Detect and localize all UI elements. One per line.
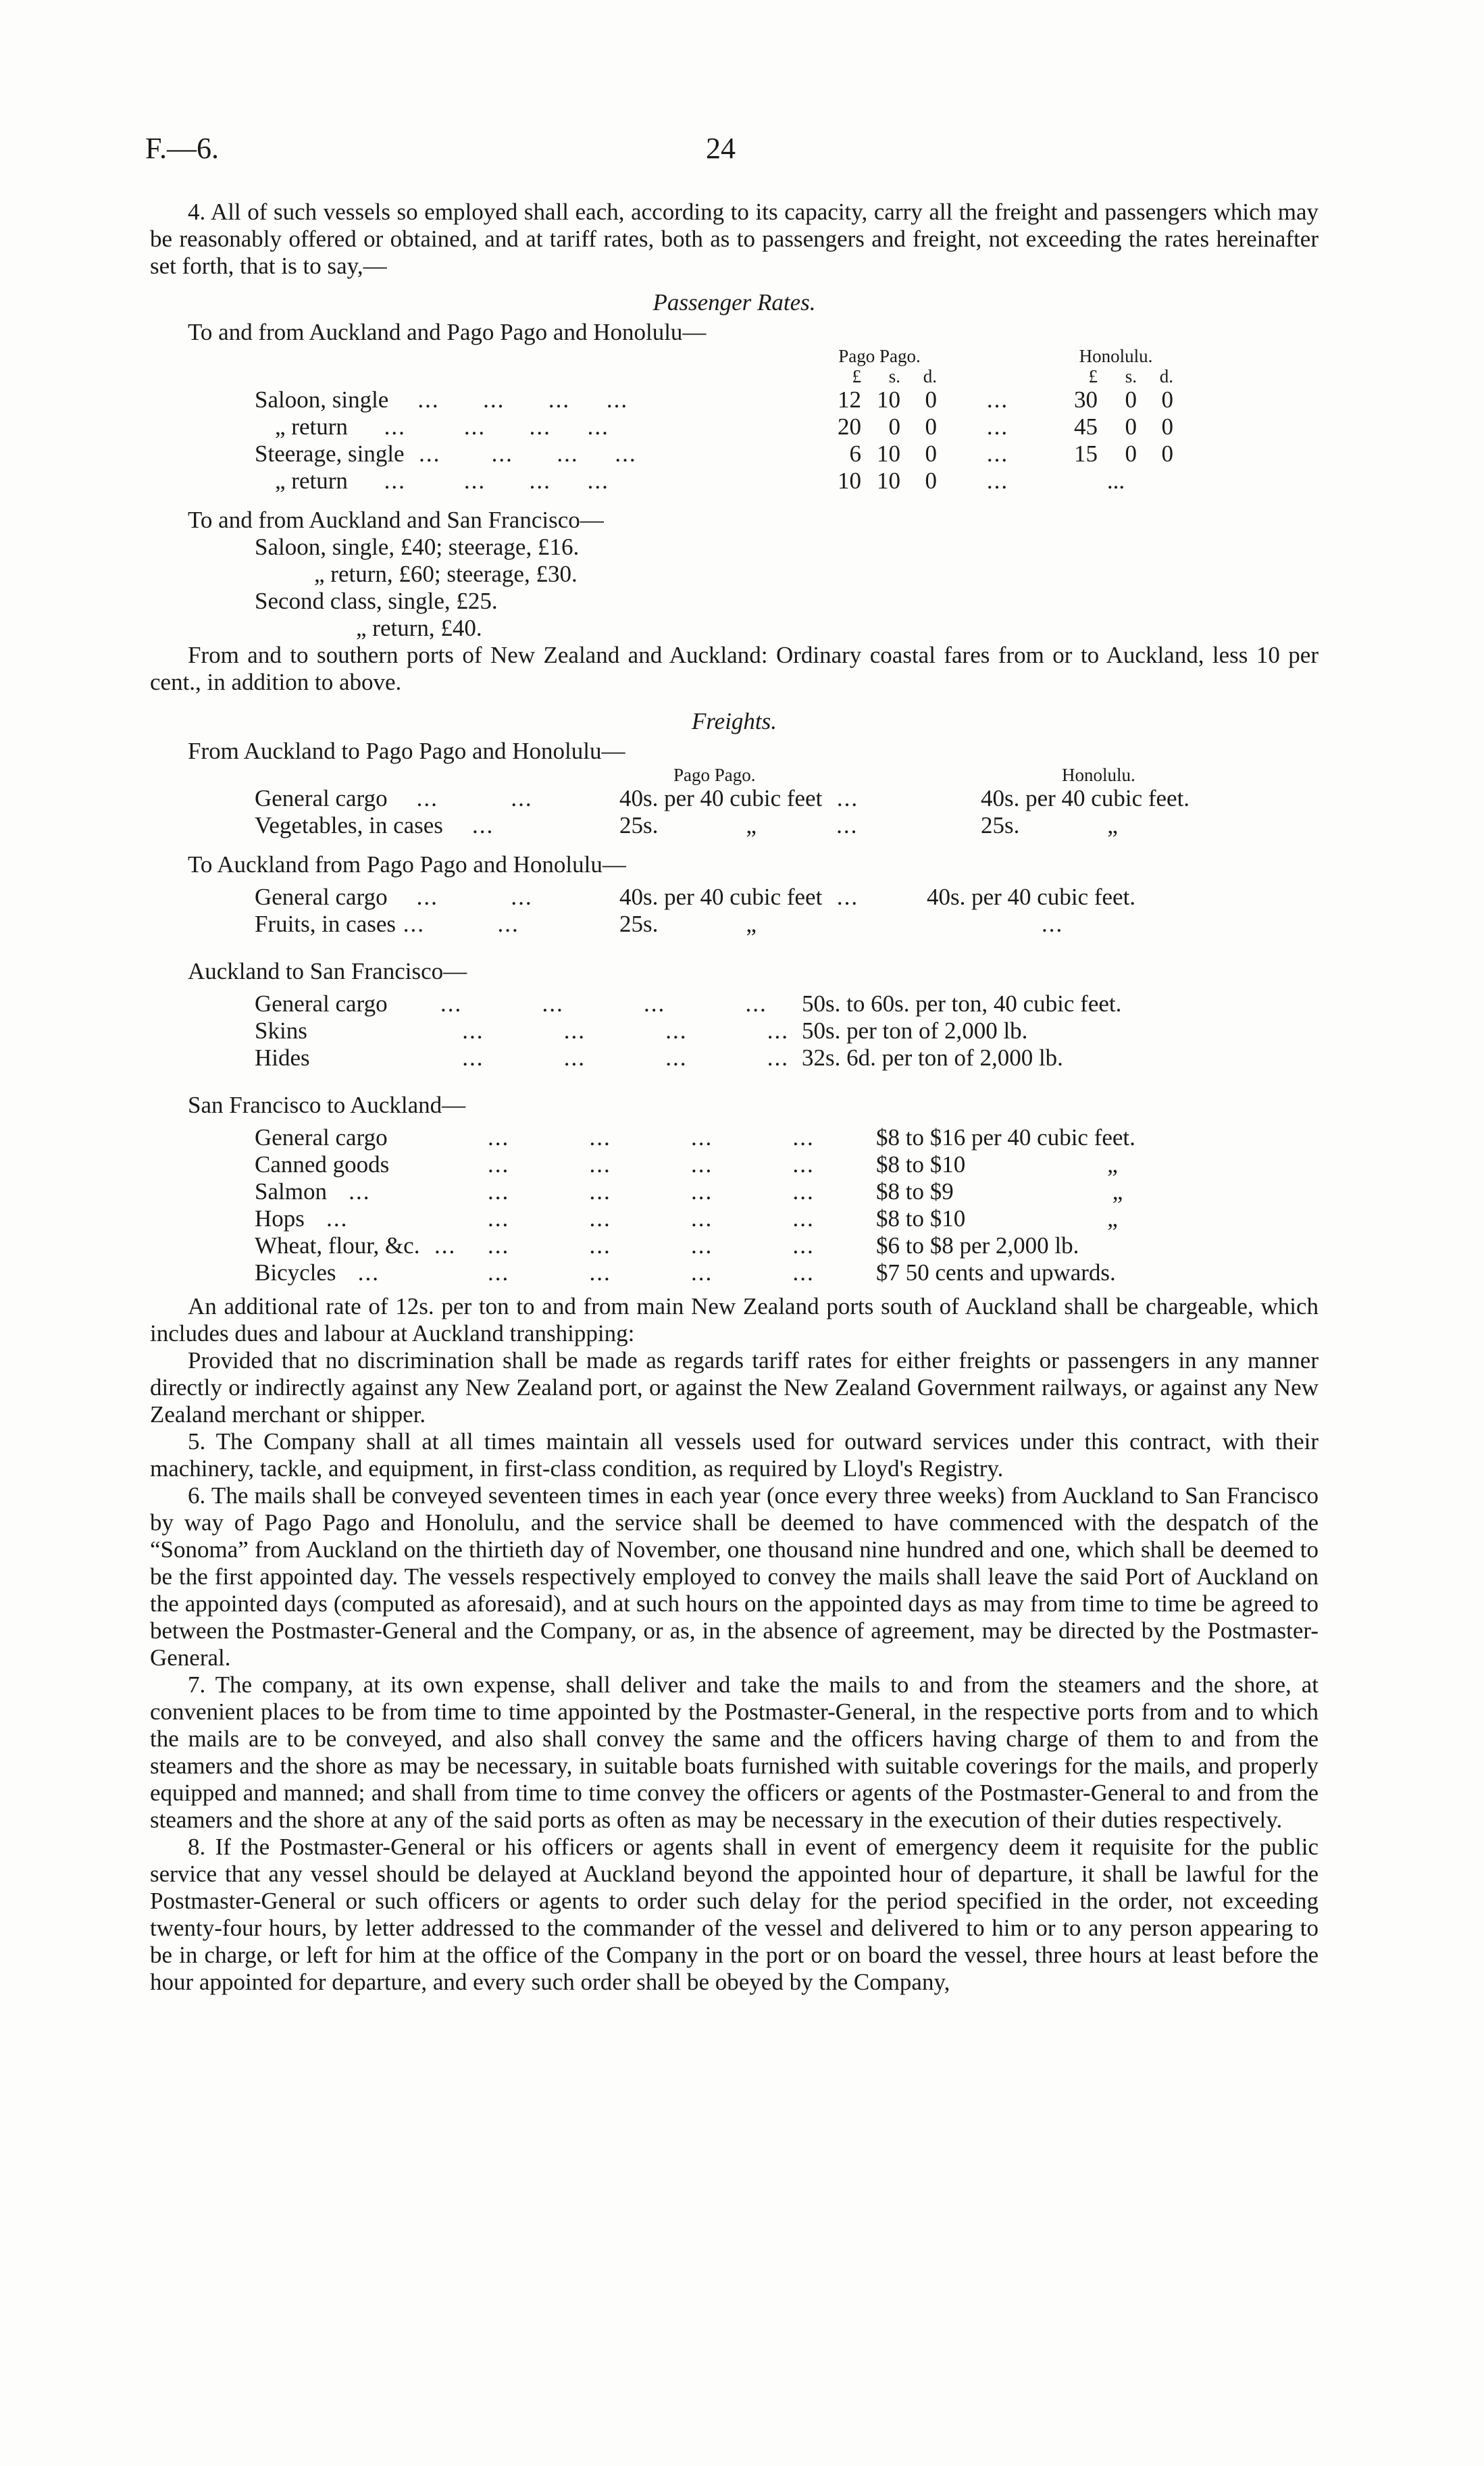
clause-5: 5. The Company shall at all times maintain all vessels used for outward services under this contract, with their machinery, tackle, and equipment, in first-class condition, as required by Lloyd's Registry. [150,1428,1319,1482]
table-row: Hides ... ... ... ... 32s. 6d. per ton of 2,000 lb. [255,1045,1121,1072]
row-label: General cargo [255,785,388,811]
row-label: General cargo [255,990,388,1017]
sf-fare-line: Saloon, single, £40; steerage, £16. [255,534,580,560]
passenger-rates-title: Passenger Rates. [653,289,816,316]
row-label: Skins [255,1017,307,1044]
row-label: Salmon [255,1178,327,1205]
table-row: Steerage, single ... ... ... ... 6 10 0 ... 15 0 0 [255,441,1173,467]
freight-rate: 32s. 6d. per ton of 2,000 lb. [802,1045,1063,1071]
sf-fare-line: „ return, £40. [356,615,482,641]
pago-pounds: 12 [838,386,861,413]
freight-section-heading: From Auckland to Pago Pago and Honolulu— [188,738,625,764]
hono-shillings: 0 [1125,386,1137,413]
page-number: 24 [706,132,736,165]
freights-title: Freights. [691,708,777,734]
table-row: „ return ... ... ... ... 10 10 0 ... ... [255,468,1173,495]
ditto-mark: „ [746,812,757,838]
table-row: Bicycles ... ... ... ... ... $7 50 cents and upwards. [255,1259,1135,1286]
row-label: Canned goods [255,1151,390,1178]
table-row: „ return ... ... ... ... 20 0 0 ... 45 0 0 [255,413,1173,441]
col-honolulu: Honolulu. [1079,346,1153,366]
freight-section-heading: To Auckland from Pago Pago and Honolulu— [188,851,626,878]
table-row: Salmon ... ... ... ... ... $8 to $9 „ [255,1178,1123,1205]
row-label: Bicycles [255,1259,336,1286]
pago-pounds: 10 [838,468,861,494]
passenger-rates-table [255,346,1173,495]
hono-rate: 25s. [981,812,1020,838]
row-label: „ return [275,413,348,440]
pago-pence: 0 [925,441,937,467]
table-row: Fruits, in cases ... ... 25s. „ ... [255,911,1135,938]
pago-pounds: 6 [849,441,861,467]
freight-rate: $8 to $9 [876,1178,954,1205]
unit-shillings: s. [888,366,900,386]
freight-rate: $8 to $10 [876,1151,966,1178]
freight-table-to-san-francisco [255,990,1121,1072]
hono-rate: 40s. per 40 cubic feet. [981,785,1190,811]
table-row: General cargo ... ... 40s. per 40 cubic feet ... 40s. per 40 cubic feet. [255,785,1190,811]
freight-rate: $8 to $10 [876,1205,966,1232]
pago-pence: 0 [925,468,937,494]
row-label: Hops [255,1205,305,1232]
row-label: „ return [275,468,348,494]
freight-table-outward [255,765,1189,839]
unit-pence: d. [923,366,937,386]
hono-shillings: 0 [1125,413,1137,440]
ditto-mark: „ [1107,1205,1118,1232]
document-body [150,199,1319,1996]
pago-shillings: 10 [877,386,900,413]
ditto-mark: „ [1112,1178,1123,1205]
route-auckland-san-francisco: To and from Auckland and San Francisco— [188,507,604,533]
row-label: Hides [255,1045,310,1071]
unit-pence: d. [1159,366,1173,386]
hono-rate: 40s. per 40 cubic feet. [927,884,1136,910]
unit-pounds: £ [852,366,861,386]
freight-rate: 50s. per ton of 2,000 lb. [802,1017,1028,1044]
san-francisco-fares [255,534,1319,642]
row-label: Vegetables, in cases [255,812,443,838]
pago-pence: 0 [925,413,937,440]
proviso-clause: Provided that no discrimination shall be made as regards tariff rates for either freights or passengers in any manner directly or indirectly against any New Zealand port, or against the New Zealand Government railways, or against any New Zealand merchant or shipper. [150,1347,1319,1428]
table-row: Vegetables, in cases ... 25s. „ ... 25s. „ [255,812,1118,838]
table-row: Skins ... ... ... ... 50s. per ton of 2,000 lb. [255,1017,1121,1045]
col-pago-pago: Pago Pago. [838,346,921,366]
table-row: General cargo ... ... 40s. per 40 cubic feet ... 40s. per 40 cubic feet. [255,884,1136,910]
hono-pounds: 15 [1074,441,1098,467]
row-label: General cargo [255,884,388,910]
unit-shillings: s. [1125,366,1137,386]
table-row: Hops ... ... ... ... ... $8 to $10 „ [255,1205,1118,1232]
freight-table-inward [255,884,1135,938]
hono-blank: ... [1042,911,1064,937]
freight-rate: $7 50 cents and upwards. [876,1259,1116,1286]
hono-blank: ... [1106,468,1125,494]
table-row: General cargo ... ... ... ... 50s. to 60s. per ton, 40 cubic feet. [255,990,1122,1017]
table-row: Saloon, single ... ... ... ... 12 10 0 ... 30 0 0 [255,386,1173,413]
freight-rate: $6 to $8 per 2,000 lb. [876,1232,1079,1259]
row-label: General cargo [255,1124,388,1151]
pago-rate: 40s. per 40 cubic feet [619,785,823,811]
document-reference: F.—6. [145,132,219,165]
route-auckland-pago-honolulu: To and from Auckland and Pago Pago and Honolulu— [188,319,707,345]
row-label: Fruits, in cases [255,911,396,937]
table-row: Wheat, flour, &c. ... ... ... ... ... $6 to $8 per 2,000 lb. [255,1232,1135,1259]
ditto-mark: „ [746,911,757,937]
pago-shillings: 10 [877,468,900,494]
row-label: Saloon, single [255,386,389,413]
col-honolulu: Honolulu. [1062,765,1135,785]
row-label: Steerage, single [255,441,405,467]
pago-rate: 25s. [619,911,659,937]
pago-shillings: 10 [877,441,900,467]
unit-pounds: £ [1088,366,1098,386]
row-label: Wheat, flour, &c. [255,1232,420,1259]
sf-fare-line: „ return, £60; steerage, £30. [314,561,578,587]
clause-7: 7. The company, at its own expense, shall deliver and take the mails to and from the steamers and the shore, at convenient places to be from time to time appointed by the Postmaster-General, in the respective ports from and to which the mails are to be conveyed, and also shall convey the same and the officers having charge of them to and from the steamers and the shore as may be necessary, in suitable boats furnished with suitable coverings for the mails, and properly equipped and manned; and shall from time to time convey the officers or agents of the Postmaster-General to and from the steamers and the shore at any of the said ports as often as may be necessary in the execution of their duties respectively. [150,1671,1319,1833]
freight-section-heading: San Francisco to Auckland— [188,1092,466,1118]
clause-6: 6. The mails shall be conveyed seventeen times in each year (once every three weeks) from Auckland to San Francisco by way of Pago Pago and Honolulu, and the service shall be deemed to have commenced with the despatch of the “Sonoma” from Auckland on the thirtieth day of November, one thousand nine hundred and one, which shall be deemed to be the first appointed day. The vessels respectively employed to convey the mails shall leave the said Port of Auckland on the appointed days (computed as aforesaid), and at such hours on the appointed days as may from time to time be agreed to between the Postmaster-General and the Company, or as, in the absence of agreement, may be directed by the Postmaster-General. [150,1482,1319,1671]
hono-pence: 0 [1161,386,1173,413]
hono-pounds: 30 [1074,386,1098,413]
table-row: Canned goods ... ... ... ... $8 to $10 „ [255,1151,1118,1178]
freight-section-heading: Auckland to San Francisco— [188,958,467,984]
hono-pence: 0 [1161,441,1173,467]
freight-rate: $8 to $16 per 40 cubic feet. [876,1124,1135,1151]
pago-pounds: 20 [838,413,861,440]
clause-4: 4. All of such vessels so employed shall each, according to its capacity, carry all the freight and passengers which may be reasonably offered or obtained, and at tariff rates, both as to passengers and freight, not exceeding the rates hereinafter set forth, that is to say,— [150,199,1319,279]
clause-8: 8. If the Postmaster-General or his officers or agents shall in event of emergency deem it requisite for the public service that any vessel should be delayed at Auckland beyond the appointed hour of departure, it shall be lawful for the Postmaster-General or such officers or agents to order such delay for the period specified in the order, not exceeding twenty-four hours, by letter addressed to the commander of the vessel and delivered to him or to any person appearing to be in charge, or left for him at the office of the Company in the port or on board the vessel, three hours at least before the hour appointed for departure, and every such order shall be obeyed by the Company, [150,1834,1319,1995]
freight-rate: 50s. to 60s. per ton, 40 cubic feet. [802,990,1122,1017]
hono-pounds: 45 [1074,413,1098,440]
hono-shillings: 0 [1125,441,1137,467]
sf-fare-line: Second class, single, £25. [255,588,498,614]
pago-pence: 0 [925,386,937,413]
hono-pence: 0 [1161,413,1173,440]
ditto-mark: „ [1107,1151,1118,1178]
table-row: General cargo ... ... ... ... $8 to $16 per 40 cubic feet. [255,1124,1135,1151]
col-pago-pago: Pago Pago. [673,765,756,785]
ditto-mark: „ [1107,812,1118,838]
freight-table-from-san-francisco [255,1124,1135,1286]
southern-ports-note: From and to southern ports of New Zealand and Auckland: Ordinary coastal fares from or to Auckland, less 10 per cent., in addition to above. [150,642,1319,695]
pago-rate: 40s. per 40 cubic feet [619,884,823,910]
additional-rate-note: An additional rate of 12s. per ton to and from main New Zealand ports south of Auckland shall be chargeable, which includes dues and labour at Auckland transhipping: [150,1293,1319,1347]
pago-shillings: 0 [888,413,900,440]
pago-rate: 25s. [619,812,659,838]
